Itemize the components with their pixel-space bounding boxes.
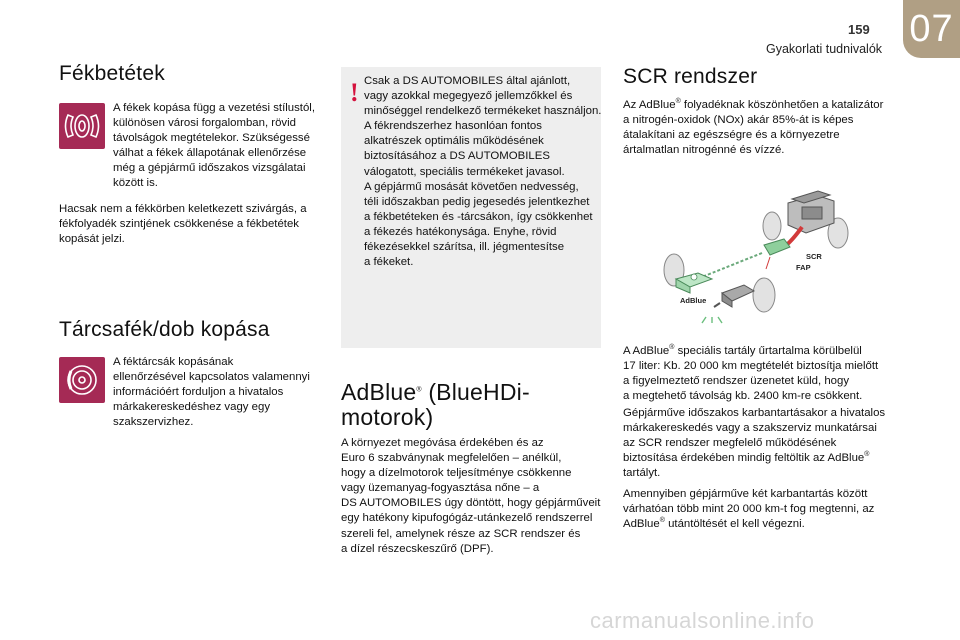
- catalyst-icon: [764, 239, 790, 269]
- brakepads-heading: Fékbetétek: [59, 62, 165, 85]
- watermark: carmanualsonline.info: [590, 608, 815, 633]
- scr-paragraph-4: Amennyiben gépjárműve két karbantartás között várhatóan több mint 20 000 km-t fog megtenni, az AdBlue® utántöltését el kell végezni.: [623, 488, 875, 531]
- warning-text: Csak a DS AUTOMOBILES által ajánlott, vagy azokkal megegyező jellemzőkkel és minőséggel rendelkező termékeket használjon. A fékrendszerhez hasonlóan fontos alkatrészek optimális működésének biztosításához a DS AUTOMOBILES válogatott, speciális termékeket javasol. A gépjármű mosását követően nedvesség, téli időszakban pedig jegesedés jelentkezhet a fékbetéteken és -tárcsákon, így csökkenhet a fékezés hatékonysága. Enyhe, rövid fékezésekkel szárítsa, ill. jégmentesítse a fékeket.: [364, 75, 602, 269]
- muffler-icon: [714, 285, 754, 307]
- brake-disc-icon: [59, 357, 105, 403]
- figure-label-scr: SCR: [806, 252, 822, 261]
- scr-paragraph-3: Gépjárműve időszakos karbantartásakor a hivatalos márkakereskedés vagy a szakszerviz munkatársai az SCR rendszer megfelelő működésének biztosítása érdekében mindig feltöltik az AdBlue® tartályt.: [623, 407, 886, 480]
- engine-icon: [788, 191, 834, 233]
- brakepads-text: A fékek kopása függ a vezetési stílustól, különösen városi forgalomban, rövid távolságok megtételekor. Szükségessé válhat a fékek állapotának ellenőrzése még a gépjármű időszakos vizsgálatai között is.: [113, 102, 315, 190]
- page-number: 159: [848, 22, 870, 37]
- discwear-text: A féktárcsák kopásának ellenőrzésével kapcsolatos valamennyi információért forduljon a hivatalos márkakereskedéshez vagy egy szakszervizhez.: [113, 356, 310, 429]
- adblue-text: A környezet megóvása érdekében és az Euro 6 szabványnak megfelelően – anélkül, hogy a dízelmotorok teljesítménye csökkenne vagy üzemanyag-fogyasztása nőne – a DS AUTOMOBILES úgy döntött, hogy gépjárműveit egy hatékony kipufogógáz-utánkezelő rendszerrel szereli fel, amelynek része az SCR rendszer és a dízel részecskeszűrő (DPF).: [341, 437, 601, 555]
- brakepads-paragraph-2: Hacsak nem a fékkörben keletkezett szivárgás, a fékfolyadék szintjének csökkenése a fékbetétek kopását jelzi.: [59, 203, 307, 246]
- discwear-heading: Tárcsafék/dob kopása: [59, 318, 270, 341]
- chapter-number: 07: [909, 7, 954, 50]
- figure-label-fap: FAP: [796, 263, 811, 272]
- scr-intro: Az AdBlue® folyadéknak köszönhetően a katalizátor a nitrogén-oxidok (NOx) akár 85%-át is képes átalakítani az egészségre és a környezetre ártalmatlan nitrogénné és vízzé.: [623, 98, 884, 157]
- adblue-heading: AdBlue® (BlueHDi- motorok): [341, 379, 530, 430]
- warning-icon: !: [350, 78, 359, 107]
- figure-label-adblue: AdBlue: [680, 296, 707, 305]
- chapter-tab: [903, 0, 960, 58]
- scr-system-illustration: [652, 183, 862, 335]
- scr-paragraph-2: A AdBlue® speciális tartály űrtartalma körülbelül 17 liter: Kb. 20 000 km megtételét biztosítja mielőtt a figyelmeztető rendszer üzenetet küld, hogy a megtehető távolság kb. 2400 km-re csökkent.: [623, 344, 879, 403]
- brake-pads-icon: [59, 103, 105, 149]
- scr-heading: SCR rendszer: [623, 65, 758, 88]
- chapter-title: Gyakorlati tudnivalók: [766, 42, 883, 56]
